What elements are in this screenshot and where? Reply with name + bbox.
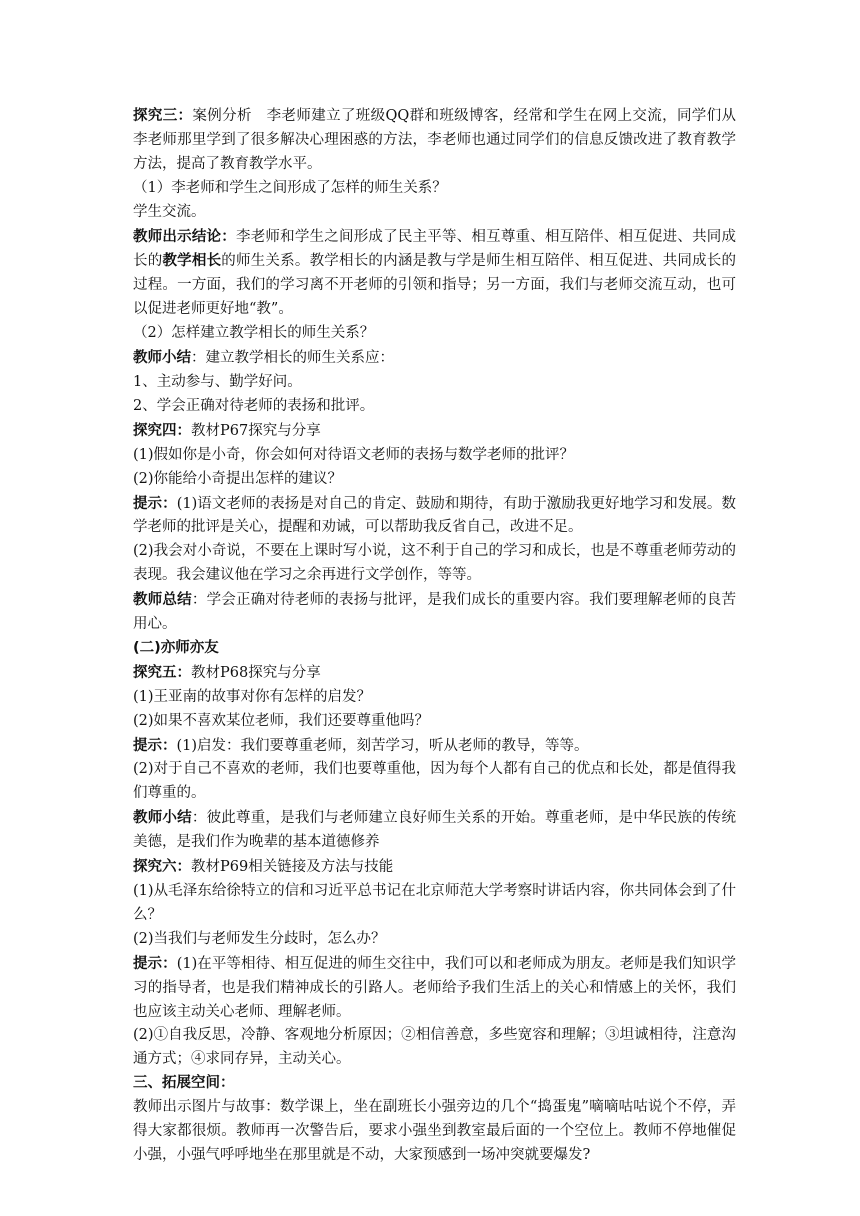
section-label: 探究四：	[133, 421, 191, 439]
paragraph	[133, 322, 736, 346]
paragraph-text: (1)在平等相待、相互促进的师生交往中，我们可以和老师成为朋友。老师是我们知识学习的指导者，也是我们精神成长的引路人。老师给予我们生活上的关心和情感上的关怀，我们也应该主动关心老师、理解老师。	[133, 955, 736, 1020]
paragraph	[133, 104, 736, 177]
paragraph	[133, 419, 736, 444]
paragraph-text: (2)对于自己不喜欢的老师，我们也要尊重他，因为每个人都有自己的优点和长处，都是值得我们尊重的。	[133, 761, 736, 802]
paragraph	[133, 637, 736, 661]
section-label: 探究三：	[133, 107, 193, 124]
paragraph	[133, 758, 736, 806]
paragraph-text: 1、主动参与、勤学好问。	[133, 373, 302, 390]
paragraph	[133, 880, 736, 928]
section-heading: 三、拓展空间：	[133, 1075, 235, 1092]
paragraph-text: (1)语文老师的表扬是对自己的肯定、鼓励和期待，有助于激励我更好地学习和发展。数学老师的批评是关心，提醒和劝诫，可以帮助我反省自己，改进不足。	[133, 495, 736, 536]
paragraph	[133, 952, 736, 1025]
section-label: 教师小结	[133, 349, 191, 367]
paragraph	[133, 201, 736, 225]
paragraph-text: (2)我会对小奇说，不要在上课时写小说，这不利于自己的学习和成长，也是不尊重老师劳动的表现。我会建议他在学习之余再进行文学创作，等等。	[133, 543, 736, 584]
paragraph	[133, 588, 736, 637]
key-term: 教学相长	[162, 252, 222, 270]
paragraph-text: 学生交流。	[133, 203, 206, 220]
paragraph-text: (1)王亚南的故事对你有怎样的启发？	[133, 688, 372, 705]
section-label: 教师总结	[133, 591, 192, 609]
paragraph-text: （2）怎样建立教学相长的师生关系？	[133, 325, 375, 342]
paragraph-text: ：彼此尊重，是我们与老师建立良好师生关系的开始。尊重老师，是中华民族的传统美德，是我们作为晚辈的基本道德修养	[133, 810, 737, 851]
paragraph	[133, 177, 736, 201]
paragraph	[133, 444, 736, 468]
paragraph	[133, 710, 736, 734]
paragraph-text: 的师生关系。教学相长的内涵是教与学是师生相互陪伴、相互促进、共同成长的过程。一方面，我们的学习离不开老师的引领和指导；另一方面，我们与老师交流互动，也可以促进老师更好地“教”。	[133, 253, 737, 318]
paragraph	[133, 371, 736, 395]
paragraph	[133, 540, 736, 588]
paragraph-text: 案例分析 李老师建立了班级QQ群和班级博客，经常和学生在网上交流，同学们从李老师那里学到了很多解决心理困惑的方法，李老师也通过同学们的信息反馈改进了教育教学方法，提高了教育教学水平。	[133, 108, 737, 172]
paragraph-text: 教材P69相关链接及方法与技能	[191, 859, 394, 876]
paragraph	[133, 855, 736, 880]
paragraph	[133, 661, 736, 686]
paragraph	[133, 225, 736, 323]
section-heading: (二)亦师亦友	[133, 639, 219, 656]
paragraph-text: 李老师和学生之间形成了民主平等、相互尊重、相互陪伴、相互促进、共同成长的	[133, 228, 737, 270]
paragraph	[133, 1072, 736, 1096]
section-label: 探究五：	[133, 663, 191, 681]
paragraph	[133, 492, 736, 541]
section-label: 提示：	[133, 954, 177, 972]
paragraph	[133, 1024, 736, 1072]
paragraph	[133, 928, 736, 952]
paragraph-text: (2)①自我反思，冷静、客观地分析原因；②相信善意，多些宽容和理解；③坦诚相待，注意沟通方式；④求同存异，主动关心。	[133, 1027, 736, 1068]
paragraph	[133, 806, 736, 855]
paragraph	[133, 346, 736, 371]
paragraph	[133, 1096, 736, 1168]
paragraph-text: ：学会正确对待老师的表扬与批评，是我们成长的重要内容。我们要理解老师的良苦用心。	[133, 592, 737, 633]
section-label: 教师出示结论：	[133, 227, 236, 245]
paragraph-text: (1)假如你是小奇，你会如何对待语文老师的表扬与数学老师的批评？	[133, 446, 575, 463]
paragraph-text: 教材P67探究与分享	[191, 422, 321, 439]
paragraph	[133, 395, 736, 419]
paragraph-text: 2、学会正确对待老师的表扬和批评。	[133, 397, 375, 414]
paragraph	[133, 686, 736, 710]
section-label: 探究六：	[133, 858, 191, 876]
paragraph-text: 教师出示图片与故事：数学课上，坐在副班长小强旁边的几个“捣蛋鬼”嘀嘀咕咕说个不停，弄得大家都很烦。教师再一次警告后，要求小强坐到教室最后面的一个空位上。教师不停地催促小强，小强气呼呼地坐在那里就是不动，大家预感到一场冲突就要爆发?	[133, 1099, 736, 1163]
paragraph-text: (1)启发：我们要尊重老师，刻苦学习，听从老师的教导，等等。	[176, 737, 589, 754]
paragraph-text: 教材P68探究与分享	[191, 664, 321, 681]
paragraph-text: (2)你能给小奇提出怎样的建议？	[133, 470, 343, 487]
section-label: 提示：	[133, 494, 177, 512]
paragraph-text: ：建立教学相长的师生关系应：	[191, 350, 394, 367]
paragraph	[133, 468, 736, 492]
paragraph-text: (2)当我们与老师发生分歧时，怎么办？	[133, 930, 386, 947]
document-body	[133, 104, 736, 1168]
paragraph	[133, 734, 736, 759]
paragraph-text: （1）李老师和学生之间形成了怎样的师生关系？	[133, 179, 447, 196]
paragraph-text: (2)如果不喜欢某位老师，我们还要尊重他吗？	[133, 712, 430, 729]
section-label: 教师小结	[133, 809, 192, 827]
paragraph-text: (1)从毛泽东给徐特立的信和习近平总书记在北京师范大学考察时讲话内容，你共同体会到了什么？	[133, 883, 736, 923]
section-label: 提示：	[133, 736, 177, 754]
